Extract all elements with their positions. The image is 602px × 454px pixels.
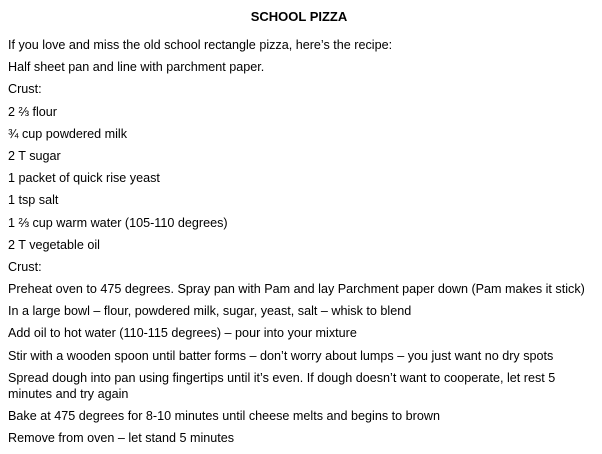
step-spread-dough: Spread dough into pan using fingertips until it’s even. If dough doesn’t want to cooperate, let rest 5 minutes and try again: [8, 370, 556, 401]
pan-instruction-line: Half sheet pan and line with parchment paper.: [8, 60, 265, 75]
step-preheat: Preheat oven to 475 degrees. Spray pan with Pam and lay Parchment paper down (Pam makes it stick): [8, 282, 585, 297]
step-add-oil: Add oil to hot water (110-115 degrees) – pour into your mixture: [8, 326, 357, 341]
ingredient-yeast: 1 packet of quick rise yeast: [8, 171, 160, 186]
ingredient-warm-water: 1 ⅔ cup warm water (105-110 degrees): [8, 215, 228, 230]
step-mix-dry: In a large bowl – flour, powdered milk, sugar, yeast, salt – whisk to blend: [8, 304, 412, 319]
intro-line: If you love and miss the old school rectangle pizza, here’s the recipe:: [8, 38, 393, 52]
step-bake: Bake at 475 degrees for 8-10 minutes until cheese melts and begins to brown: [8, 409, 440, 423]
ingredient-salt: 1 tsp salt: [8, 193, 59, 208]
crust-steps-heading: Crust:: [8, 259, 42, 274]
step-remove: Remove from oven – let stand 5 minutes: [8, 431, 235, 446]
ingredient-sugar: 2 T sugar: [8, 148, 61, 163]
step-stir: Stir with a wooden spoon until batter forms – don’t worry about lumps – you just want no dry spots: [8, 348, 554, 363]
ingredient-powdered-milk: ¾ cup powdered milk: [8, 126, 128, 141]
document-page: [8, 8, 598, 452]
ingredient-flour: 2 ⅔ flour: [8, 104, 58, 119]
crust-heading: Crust:: [8, 82, 42, 97]
document-title: SCHOOL PIZZA: [250, 9, 348, 24]
ingredient-vegetable-oil: 2 T vegetable oil: [8, 237, 100, 252]
